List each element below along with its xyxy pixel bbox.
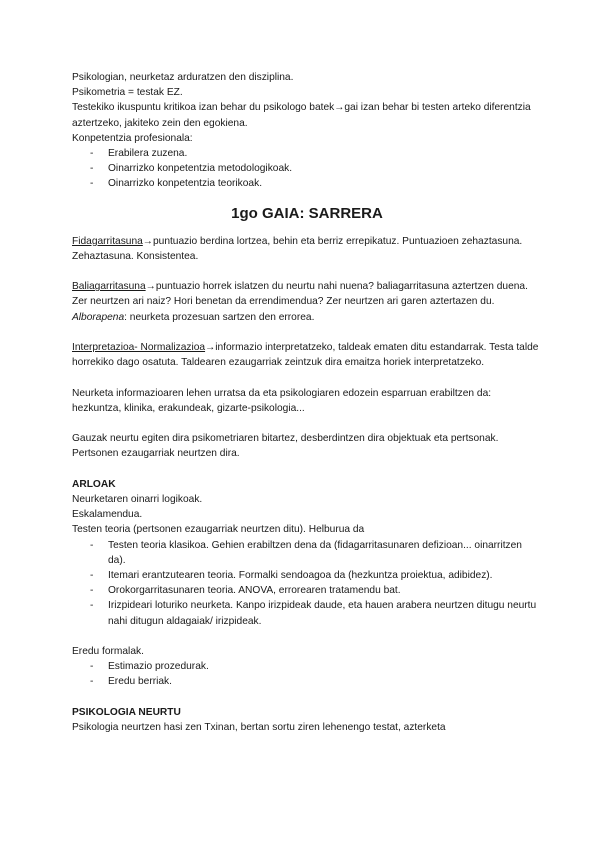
list-item: - Oinarrizko konpetentzia metodologikoak.: [72, 161, 542, 176]
list-item: - Erabilera zuzena.: [72, 146, 542, 161]
arloak-heading: ARLOAK: [72, 478, 116, 490]
baliagarritasuna-paragraph: [72, 279, 542, 309]
fidagarritasuna-term: Fidagarritasuna: [72, 235, 143, 247]
fidagarritasuna-text: →puntuazio berdina lortzea, behin eta berriz errepikatuz. Puntuazioen zehaztasuna. Zehaztasuna. Konsistentea.: [72, 235, 523, 262]
baliagarritasuna-term: Baliagarritasuna: [72, 281, 146, 293]
neurketa-paragraph: Neurketa informazioaren lehen urratsa da eta psikologiaren edozein esparruan erabiltzen da: hezkuntza, klinika, erakundeak, gizarte-psikologia...: [72, 387, 492, 414]
interpretazioa-term: Interpretazioa- Normalizazioa: [72, 342, 206, 354]
list-item: - Orokorgarritasunaren teoria. ANOVA, errorearen tratamendu bat.: [72, 583, 542, 598]
alborapena-text: : neurketa prozesuan sartzen den errorea.: [124, 311, 315, 323]
intro-line-4: Konpetentzia profesionala:: [72, 132, 193, 144]
eredu-line: Eredu formalak.: [72, 646, 144, 658]
arloak-line-1: Neurketaren oinarri logikoak.: [72, 494, 203, 505]
list-item: - Oinarrizko konpetentzia teorikoak.: [72, 176, 542, 191]
alborapena-line: [72, 310, 542, 325]
psikologia-text: Psikologia neurtzen hasi zen Txinan, bertan sortu ziren lehenengo testat, azterketa: [72, 722, 446, 734]
gauzak-paragraph: Gauzak neurtu egiten dira psikometriaren bitartez, desberdintzen dira objektuak eta pertsonak. Pertsonen ezaugarriak neurtzen dira.: [72, 433, 499, 460]
psikologia-heading: PSIKOLOGIA NEURTU: [72, 706, 181, 718]
intro-line-1: Psikologian, neurketaz arduratzen den disziplina.: [72, 72, 294, 83]
baliagarritasuna-text: →puntuazio horrek islatzen du neurtu nahi nuena? baliagarritasuna aztertzen duena. Zer neurtzen ari naiz? Hori benetan da errendimendua? Zer neurtzen ari garen aztertazen du.: [72, 281, 528, 308]
eredu-list: [72, 659, 542, 689]
test-theory-list: [72, 538, 542, 629]
alborapena-term: Alborapena: [72, 311, 125, 323]
list-item: - Itemari erantzutearen teoria. Formalki sendoagoa da (hezkuntza proiektua, adibidez).: [72, 568, 542, 583]
interpretazioa-paragraph: [72, 340, 542, 370]
interpretazioa-text: →informazio interpretatzeko, taldeak ematen ditu estandarrak. Testa talde horrekiko dago osatuta. Taldearen ezaugarriak zeintzuk dira emaitza horiek interpretatzeko.: [72, 342, 539, 369]
document-page: [72, 70, 542, 735]
intro-line-3: Testekiko ikuspuntu kritikoa izan behar du psikologo batek→gai izan behar bi testen arteko diferentzia aztertzeko, jakiteko zein den egokiena.: [72, 102, 531, 129]
arloak-line-2: Eskalamendua.: [72, 509, 143, 521]
list-item: - Estimazio prozedurak.: [72, 659, 542, 674]
list-item: - Irizpideari loturiko neurketa. Kanpo irizpideak daude, eta hauen arabera neurtzen ditugu neurtu nahi ditugun aldagaiak/ irizpideak.: [72, 598, 542, 628]
list-item: - Testen teoria klasikoa. Gehien erabiltzen dena da (fidagarritasunaren defizioan... oinarritzen da).: [72, 538, 542, 568]
list-item: - Eredu berriak.: [72, 674, 542, 689]
chapter-title: 1go GAIA: SARRERA: [231, 204, 383, 222]
competence-list: [72, 146, 542, 192]
fidagarritasuna-paragraph: [72, 234, 542, 264]
arloak-line-3: Testen teoria (pertsonen ezaugarriak neurtzen ditu). Helburua da: [72, 524, 365, 536]
intro-line-2: Psikometria = testak EZ.: [72, 87, 183, 99]
